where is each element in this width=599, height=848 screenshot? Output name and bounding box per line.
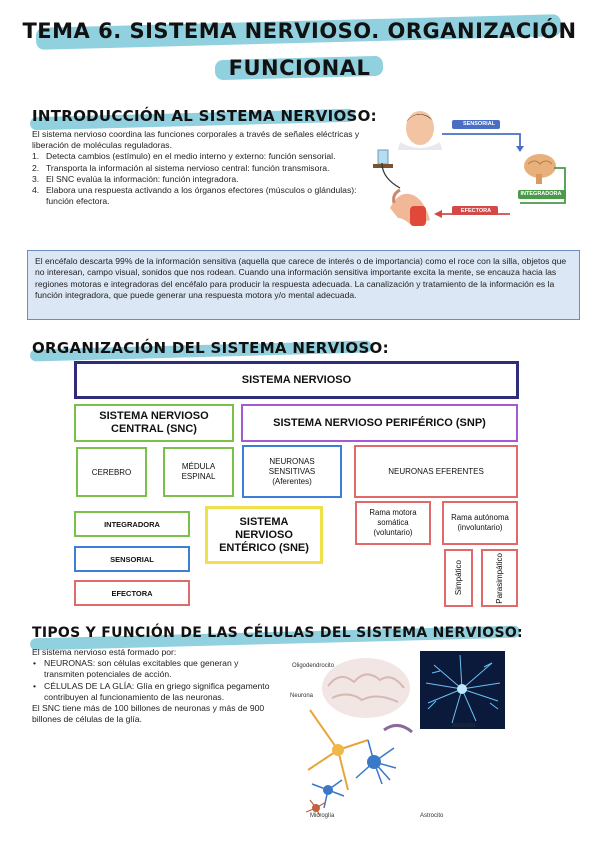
- info-note-text: El encéfalo descarta 99% de la información sensitiva (aquella que carece de interés o de importancia) como el roce con la silla, objetos que no interesan, campo visual, sonidos que nos rodean. Cuando una información sensitiva importante excita la mente, se encauza hacia las regiones motoras e integradoras del encéfalo para producir la respuesta adecuada. La canalización y tratamiento de la información es la función integradora, que puede generar una respuesta motora y/o mental adecuada.: [35, 256, 567, 300]
- box-cerebro: CEREBRO: [76, 447, 147, 497]
- intro-steps-list: [32, 151, 362, 207]
- org-heading: ORGANIZACIÓN DEL SISTEMA NERVIOSO:: [32, 339, 389, 357]
- box-sensorial: SENSORIAL: [74, 546, 190, 572]
- step-number: 1.: [32, 151, 40, 162]
- intro-step: [32, 163, 362, 174]
- label-astrocito: Astrocito: [420, 813, 444, 819]
- step-text: El SNC evalúa la información: función integradora.: [46, 173, 239, 184]
- bullet-mark: •: [33, 658, 37, 669]
- label-integradora: INTEGRADORA: [520, 191, 562, 197]
- sensitivas-label: NEURONAS SENSITIVAS: [268, 456, 316, 476]
- astrocyte-photo: [420, 651, 505, 729]
- cells-list-item: [32, 658, 272, 680]
- intro-step: [32, 174, 362, 185]
- info-note-box: [27, 250, 580, 320]
- cells-heading: TIPOS Y FUNCIÓN DE LAS CÉLULAS DEL SISTEMA NERVIOSO:: [32, 625, 523, 641]
- step-number: 2.: [32, 162, 40, 173]
- box-simpatico: [444, 549, 473, 607]
- step-text: Elabora una respuesta activando a los órganos efectores (músculos o glándulas): función efectora.: [46, 185, 357, 207]
- box-neuronas-eferentes: NEURONAS EFERENTES: [354, 445, 518, 498]
- page-title-line-2: FUNCIONAL: [228, 56, 371, 80]
- label-neurona: Neurona: [290, 693, 314, 699]
- box-medula: MÉDULA ESPINAL: [163, 447, 234, 497]
- cells-list: [32, 658, 272, 703]
- step-text: Transporta la información al sistema nervioso central: función transmisora.: [46, 162, 330, 173]
- nervous-function-illustration: [370, 108, 575, 238]
- cells-item-text: NEURONAS: son células excitables que generan y transmiten potenciales de acción.: [44, 658, 239, 680]
- box-integradora: INTEGRADORA: [74, 511, 190, 537]
- box-sistema-nervioso: SISTEMA NERVIOSO: [74, 361, 519, 399]
- aferentes-label: (Aferentes): [272, 476, 312, 486]
- simpatico-label: Simpático: [454, 560, 463, 596]
- page-title-line-1: TEMA 6. SISTEMA NERVIOSO. ORGANIZACIÓN: [22, 19, 577, 43]
- label-microglia: Microglía: [310, 813, 335, 819]
- cells-closing: El SNC tiene más de 100 billones de neuronas y más de 900 billones de células de la glía.: [32, 703, 265, 725]
- parasimpatico-label: Parasimpático: [495, 552, 504, 604]
- box-sne: SISTEMA NERVIOSO ENTÉRICO (SNE): [205, 506, 323, 564]
- label-astrocito-photo: Astrocito: [452, 723, 476, 729]
- glial-cells-illustration: [288, 650, 418, 822]
- step-number: 3.: [32, 173, 40, 184]
- intro-paragraph: El sistema nervioso coordina las funciones corporales a través de señales eléctricas y liberación de moléculas reguladoras.: [32, 129, 360, 151]
- box-rama-somatica: Rama motora somática (voluntario): [355, 501, 431, 545]
- cells-list-item: [32, 681, 272, 703]
- box-snc: SISTEMA NERVIOSO CENTRAL (SNC): [74, 404, 234, 442]
- box-neuronas-sensitivas: [242, 445, 342, 498]
- box-parasimpatico: [481, 549, 518, 607]
- box-rama-autonoma: Rama autónoma (involuntario): [442, 501, 518, 545]
- label-efectora: EFECTORA: [460, 208, 492, 214]
- step-text: Detecta cambios (estímulo) en el medio interno y externo: función sensorial.: [46, 151, 336, 162]
- intro-heading: INTRODUCCIÓN AL SISTEMA NERVIOSO:: [32, 107, 377, 125]
- box-efectora: EFECTORA: [74, 580, 190, 606]
- cells-text: [32, 647, 272, 725]
- box-snp: SISTEMA NERVIOSO PERIFÉRICO (SNP): [241, 404, 518, 442]
- step-number: 4.: [32, 185, 40, 196]
- label-sensorial: SENSORIAL: [462, 121, 496, 127]
- bullet-mark: •: [33, 680, 37, 691]
- intro-step: [32, 185, 362, 207]
- intro-step: [32, 151, 362, 162]
- label-oligodendrocito: Oligodendrocito: [292, 663, 335, 669]
- cells-item-text: CÉLULAS DE LA GLÍA: Glía en griego significa pegamento contribuyen al funcionamiento de las neuronas.: [44, 680, 270, 702]
- cells-intro: El sistema nervioso está formado por:: [32, 647, 177, 657]
- intro-text: [32, 129, 362, 207]
